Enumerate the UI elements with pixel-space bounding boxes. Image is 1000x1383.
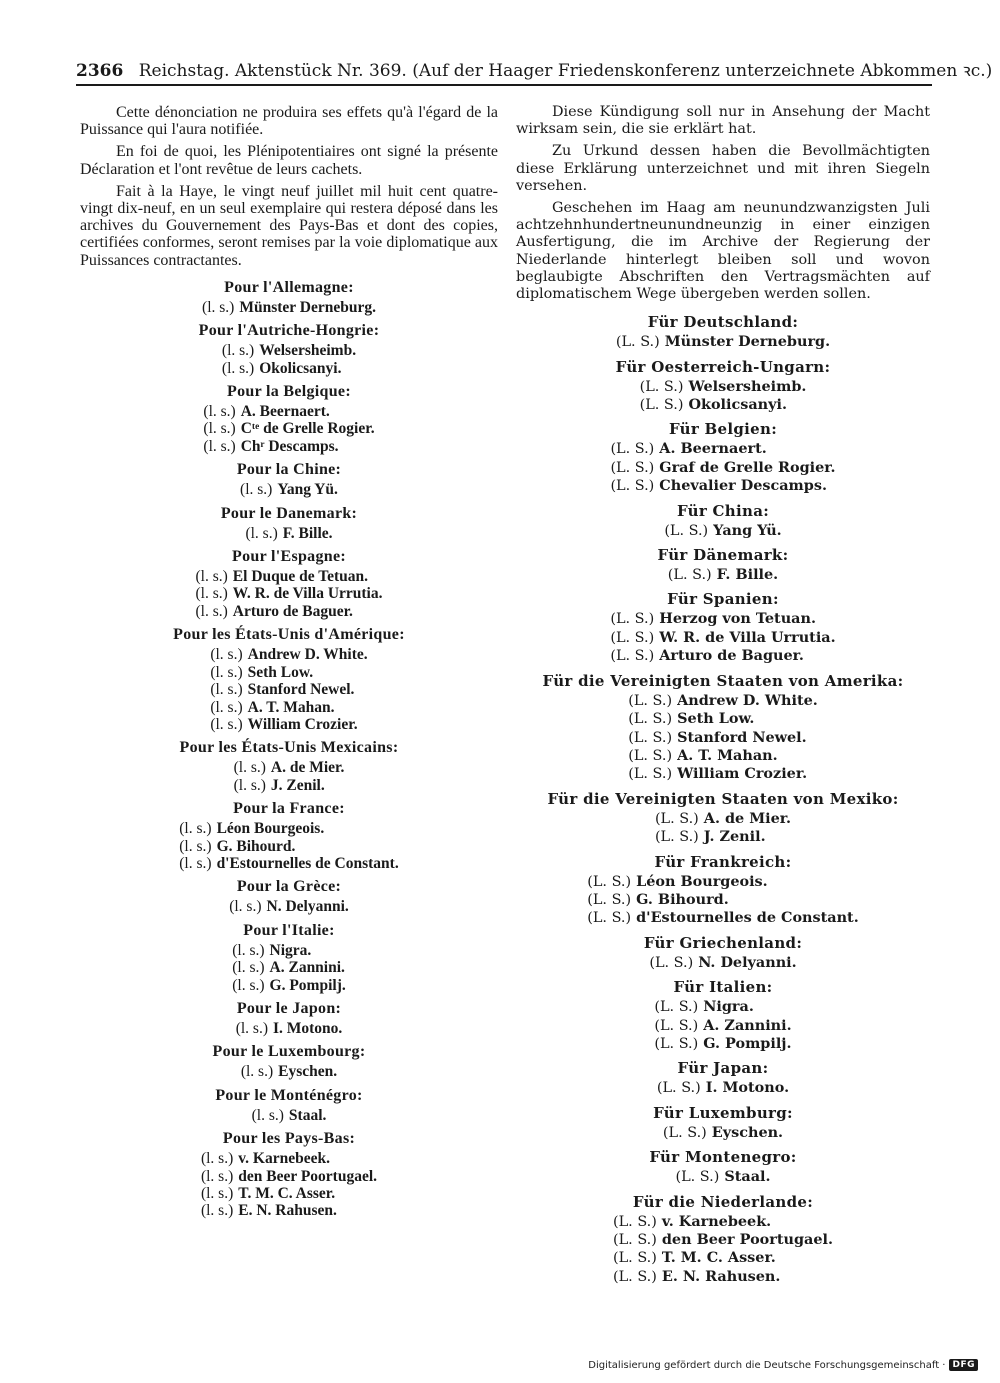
signer-name: Okolicsanyi. <box>688 396 787 414</box>
signer-name: A. Beernaert. <box>240 403 330 421</box>
country-heading: Für Japan: <box>677 1059 769 1078</box>
signer-name: F. Bille. <box>716 566 779 584</box>
signer-line <box>210 716 367 733</box>
signer-name: A. Beernaert. <box>659 440 767 458</box>
seal-mark: (l. s.) <box>195 585 228 603</box>
signer-name: Chʳ Descamps. <box>240 437 339 455</box>
signer-name: Chevalier Descamps. <box>659 477 827 495</box>
signer-line <box>229 898 349 915</box>
seal-mark: (L. S.) <box>656 1080 701 1097</box>
country-heading: Pour les États-Unis d'Amérique: <box>173 626 405 644</box>
running-header <box>76 58 993 81</box>
signer-name: Léon Bourgeois. <box>636 872 768 890</box>
signer-list <box>516 378 930 415</box>
signer-name: A. T. Mahan. <box>247 698 335 716</box>
signer-list <box>80 942 498 994</box>
signer-name: Welsersheimb. <box>259 342 357 360</box>
signers <box>610 610 835 665</box>
seal-mark: (L. S.) <box>654 999 699 1016</box>
signer-line <box>241 1063 337 1080</box>
german-column <box>516 104 930 1286</box>
signer-list <box>80 646 498 733</box>
signer-name: Okolicsanyi. <box>259 359 342 377</box>
signer-name: Staal. <box>288 1106 327 1124</box>
signer-line <box>236 1020 343 1037</box>
seal-mark: (l. s.) <box>210 681 243 699</box>
seal-mark: (l. s.) <box>202 298 235 316</box>
signers <box>236 1020 343 1037</box>
country-heading: Für Belgien: <box>668 420 778 439</box>
country-heading: Für Dänemark: <box>657 546 789 565</box>
country-heading: Pour l'Espagne: <box>232 548 346 566</box>
signer-line <box>657 1079 789 1097</box>
signers <box>203 403 374 455</box>
country-heading: Pour la Chine: <box>236 461 342 479</box>
country-heading: Pour la Belgique: <box>227 383 351 401</box>
seal-mark: (l. s.) <box>235 1019 268 1037</box>
signer-line <box>616 333 830 351</box>
seal-mark: (l. s.) <box>232 959 265 977</box>
seal-mark: (L. S.) <box>610 611 655 628</box>
signers <box>663 1124 783 1142</box>
signer-name: N. Delyanni. <box>266 898 349 916</box>
signer-name: Seth Low. <box>247 663 314 681</box>
seal-mark: (L. S.) <box>664 522 709 539</box>
signer-list <box>80 1150 498 1220</box>
seal-mark: (L. S.) <box>613 1268 657 1285</box>
signer-name: A. de Mier. <box>270 759 345 777</box>
seal-mark: (l. s.) <box>233 776 266 794</box>
seal-mark: (L. S.) <box>662 1124 707 1141</box>
seal-mark: (l. s.) <box>195 568 228 586</box>
signer-name: v. Karnebeek. <box>661 1212 772 1230</box>
country-heading: Pour le Danemark: <box>220 504 358 522</box>
signer-line <box>240 481 338 498</box>
signer-list <box>516 998 930 1053</box>
signers <box>201 1150 377 1220</box>
digitization-footer <box>588 1359 978 1371</box>
seal-mark: (L. S.) <box>610 648 655 665</box>
signer-line <box>610 610 835 628</box>
signers <box>179 820 398 872</box>
signer-line <box>179 855 398 872</box>
signer-name: A. Zannini. <box>269 959 345 977</box>
seal-mark: (L. S.) <box>628 747 673 764</box>
signer-name: G. Pompilj. <box>269 976 346 994</box>
signer-line <box>203 403 374 420</box>
signers <box>245 525 332 542</box>
seal-mark: (l. s.) <box>203 437 236 455</box>
footer-text: Digitalisierung gefördert durch die Deutsche Forschungsgemeinschaft · <box>588 1359 946 1371</box>
signer-name: A. de Mier. <box>703 809 792 827</box>
signer-line <box>664 522 781 540</box>
signers <box>649 954 796 972</box>
seal-mark: (L. S.) <box>613 1250 657 1267</box>
country-heading: Pour l'Italie: <box>243 921 335 939</box>
signer-line <box>210 699 367 716</box>
signer-line <box>252 1107 327 1124</box>
seal-mark: (l. s.) <box>232 976 265 994</box>
signers <box>252 1107 327 1124</box>
signer-line <box>628 729 818 747</box>
country-heading: Für Spanien: <box>667 590 779 609</box>
french-paragraph: Fait à la Haye, le vingt neuf juillet mil huit cent quatre-vingt dix-neuf, en un seul exemplaire qui restera déposé dans les archives du Gouvernement des Pays-Bas et dont des copies, certifiées conformes, seront remises par la voie diplomatique aux Puissances contractantes. <box>80 182 498 269</box>
signer-name: F. Bille. <box>282 524 333 542</box>
signer-name: Seth Low. <box>677 710 755 728</box>
signer-name: El Duque de Tetuan. <box>232 568 369 586</box>
signer-line <box>628 710 818 728</box>
signer-line <box>628 747 818 765</box>
seal-mark: (L. S.) <box>639 397 684 414</box>
signer-list <box>516 1213 930 1287</box>
signer-line <box>203 420 374 437</box>
seal-mark: (L. S.) <box>628 711 673 728</box>
signer-line <box>610 440 835 458</box>
signers <box>241 1063 337 1080</box>
signer-name: Cᵗᵉ de Grelle Rogier. <box>240 420 375 438</box>
country-heading: Pour les États-Unis Mexicains: <box>179 739 399 757</box>
signer-name: Arturo de Baguer. <box>232 602 353 620</box>
signer-line <box>655 810 791 828</box>
signer-line <box>663 1124 783 1142</box>
signer-line <box>587 891 858 909</box>
signers <box>616 333 830 351</box>
seal-mark: (l. s.) <box>240 481 273 499</box>
signer-name: Andrew D. White. <box>677 691 818 709</box>
signer-list <box>80 481 498 498</box>
signer-line <box>179 820 398 837</box>
signer-name: Yang Yü. <box>713 521 782 539</box>
signer-name: G. Pompilj. <box>703 1034 792 1052</box>
seal-mark: (L. S.) <box>654 810 699 827</box>
signer-name: Nigra. <box>269 941 312 959</box>
seal-mark: (L. S.) <box>654 1035 699 1052</box>
page-number: 2366 <box>76 61 124 81</box>
signers <box>234 759 345 794</box>
signer-name: I. Motono. <box>272 1019 343 1037</box>
signer-name: A. Zannini. <box>703 1016 792 1034</box>
signer-list <box>516 522 930 540</box>
signer-name: A. T. Mahan. <box>677 746 778 764</box>
country-heading: Für Montenegro: <box>649 1148 797 1167</box>
signer-line <box>613 1231 833 1249</box>
seal-mark: (L. S.) <box>587 873 632 890</box>
signers <box>229 898 349 915</box>
signer-line <box>649 954 796 972</box>
signer-list <box>80 1107 498 1124</box>
signer-list <box>516 954 930 972</box>
country-heading: Pour les Pays-Bas: <box>222 1130 356 1148</box>
dfg-logo-icon: DFG <box>949 1359 978 1371</box>
signer-line <box>628 765 818 783</box>
signer-list <box>516 810 930 847</box>
seal-mark: (l. s.) <box>210 646 243 664</box>
country-heading: Für die Vereinigten Staaten von Amerika: <box>542 671 904 690</box>
signer-name: Eyschen. <box>711 1123 784 1141</box>
signer-list <box>516 692 930 784</box>
signer-name: den Beer Poortugael. <box>238 1167 378 1185</box>
signer-name: Arturo de Baguer. <box>659 647 804 665</box>
signer-line <box>640 378 807 396</box>
seal-mark: (L. S.) <box>587 910 632 927</box>
signer-name: W. R. de Villa Urrutia. <box>232 585 383 603</box>
seal-mark: (l. s.) <box>210 663 243 681</box>
signers <box>655 810 791 847</box>
seal-mark: (l. s.) <box>251 1106 284 1124</box>
signers <box>675 1168 770 1186</box>
seal-mark: (l. s.) <box>233 759 266 777</box>
seal-mark: (l. s.) <box>203 420 236 438</box>
signer-list <box>80 403 498 455</box>
signer-name: E. N. Rahusen. <box>661 1267 781 1285</box>
seal-mark: (l. s.) <box>200 1202 234 1220</box>
signer-line <box>222 360 356 377</box>
header-rule <box>76 84 932 86</box>
header-title: Reichstag. Aktenstück Nr. 369. (Auf der Haager Friedenskonferenz unterzeichnete Abkommen ꝛc.) <box>138 61 993 81</box>
signer-list <box>516 566 930 584</box>
signer-name: Welsersheimb. <box>688 377 807 395</box>
signer-name: T. M. C. Asser. <box>661 1249 776 1267</box>
signers <box>222 342 356 377</box>
seal-mark: (L. S.) <box>654 1017 699 1034</box>
country-heading: Pour le Luxembourg: <box>212 1043 366 1061</box>
signer-list <box>80 1063 498 1080</box>
signers <box>664 522 781 540</box>
seal-mark: (l. s.) <box>240 1063 274 1081</box>
signer-line <box>203 438 374 455</box>
seal-mark: (l. s.) <box>179 820 212 838</box>
signer-line <box>210 681 367 698</box>
signers <box>210 646 367 733</box>
french-signatures <box>80 279 498 1220</box>
signer-name: T. M. C. Asser. <box>238 1185 336 1203</box>
country-heading: Für Luxemburg: <box>653 1103 793 1122</box>
signer-list <box>80 299 498 316</box>
signer-name: William Crozier. <box>247 715 358 733</box>
signer-name: Nigra. <box>703 998 754 1016</box>
signer-line <box>234 759 345 776</box>
signer-name: J. Zenil. <box>270 776 325 794</box>
country-heading: Für Italien: <box>673 978 773 997</box>
signer-name: den Beer Poortugael. <box>661 1231 833 1249</box>
seal-mark: (L. S.) <box>610 441 655 458</box>
signer-list <box>516 333 930 351</box>
seal-mark: (L. S.) <box>628 692 673 709</box>
signer-line <box>655 828 791 846</box>
signer-name: Stanford Newel. <box>247 681 355 699</box>
signers <box>202 299 376 316</box>
signer-line <box>210 646 367 663</box>
signer-name: Yang Yü. <box>277 481 338 499</box>
signer-line <box>640 396 807 414</box>
seal-mark: (l. s.) <box>203 403 236 421</box>
signer-list <box>80 759 498 794</box>
seal-mark: (L. S.) <box>587 891 632 908</box>
signer-line <box>222 342 356 359</box>
seal-mark: (L. S.) <box>628 729 673 746</box>
seal-mark: (L. S.) <box>654 829 699 846</box>
signers <box>668 566 778 584</box>
signer-line <box>201 1185 377 1202</box>
signers <box>232 942 346 994</box>
signer-line <box>201 1150 377 1167</box>
signer-name: J. Zenil. <box>703 828 766 846</box>
german-paragraph: Zu Urkund dessen haben die Bevollmächtigten diese Erklärung unterzeichnet und mit ihren Siegeln versehen. <box>516 143 930 194</box>
signer-list <box>516 1168 930 1186</box>
signer-name: Andrew D. White. <box>247 646 368 664</box>
signer-name: Graf de Grelle Rogier. <box>659 458 836 476</box>
signer-line <box>587 909 858 927</box>
country-heading: Für China: <box>676 501 770 520</box>
country-heading: Pour le Japon: <box>236 999 342 1017</box>
signer-line <box>654 998 791 1016</box>
country-heading: Pour l'Autriche-Hongrie: <box>198 322 380 340</box>
signer-name: Eyschen. <box>278 1063 338 1081</box>
german-paragraph: Diese Kündigung soll nur in Ansehung der Macht wirksam sein, die sie erklärt hat. <box>516 104 930 138</box>
signers <box>654 998 791 1053</box>
signer-line <box>232 977 346 994</box>
signer-list <box>80 568 498 620</box>
signer-line <box>675 1168 770 1186</box>
country-heading: Pour la Grèce: <box>236 878 342 896</box>
country-heading: Für die Vereinigten Staaten von Mexiko: <box>547 789 899 808</box>
seal-mark: (L. S.) <box>615 334 660 351</box>
seal-mark: (l. s.) <box>210 698 243 716</box>
country-heading: Für Oesterreich-Ungarn: <box>615 357 831 376</box>
signer-line <box>245 525 332 542</box>
signer-name: d'Estournelles de Constant. <box>216 854 399 872</box>
seal-mark: (l. s.) <box>221 342 255 360</box>
german-signatures <box>516 313 930 1286</box>
signers <box>240 481 338 498</box>
signer-line <box>610 477 835 495</box>
french-column <box>80 104 498 1220</box>
seal-mark: (L. S.) <box>613 1213 657 1230</box>
signer-line <box>610 459 835 477</box>
seal-mark: (l. s.) <box>195 602 228 620</box>
signers <box>196 568 383 620</box>
signer-list <box>80 898 498 915</box>
seal-mark: (L. S.) <box>613 1232 657 1249</box>
signer-list <box>80 525 498 542</box>
seal-mark: (L. S.) <box>675 1169 720 1186</box>
country-heading: Für die Niederlande: <box>632 1192 814 1211</box>
signer-list <box>80 1020 498 1037</box>
seal-mark: (l. s.) <box>221 359 255 377</box>
signer-list <box>80 820 498 872</box>
seal-mark: (L. S.) <box>639 378 684 395</box>
signer-line <box>196 603 383 620</box>
signer-line <box>196 568 383 585</box>
signer-name: W. R. de Villa Urrutia. <box>659 628 836 646</box>
signer-list <box>516 1124 930 1142</box>
signer-line <box>179 838 398 855</box>
french-paragraph: Cette dénonciation ne produira ses effets qu'à l'égard de la Puissance qui l'aura notifiée. <box>80 104 498 139</box>
signer-line <box>613 1213 833 1231</box>
signer-line <box>613 1268 833 1286</box>
country-heading: Pour l'Allemagne: <box>224 278 354 296</box>
country-heading: Pour la France: <box>233 800 345 818</box>
seal-mark: (l. s.) <box>229 898 262 916</box>
seal-mark: (L. S.) <box>667 567 712 584</box>
french-paragraph: En foi de quoi, les Plénipotentiaires ont signé la présente Déclaration et l'ont revêtue de leurs cachets. <box>80 143 498 178</box>
signers <box>610 440 835 495</box>
country-heading: Für Frankreich: <box>654 852 792 871</box>
signer-line <box>654 1017 791 1035</box>
seal-mark: (l. s.) <box>179 854 212 872</box>
country-heading: Pour le Monténégro: <box>215 1086 363 1104</box>
signers <box>628 692 818 784</box>
signers <box>613 1213 833 1287</box>
signer-name: v. Karnebeek. <box>238 1150 330 1168</box>
seal-mark: (L. S.) <box>610 459 655 476</box>
signers <box>587 873 858 928</box>
signer-line <box>654 1035 791 1053</box>
signer-name: E. N. Rahusen. <box>238 1202 337 1220</box>
seal-mark: (l. s.) <box>200 1167 234 1185</box>
signer-name: William Crozier. <box>677 765 808 783</box>
signer-line <box>202 299 376 316</box>
signer-list <box>516 873 930 928</box>
signer-list <box>516 1079 930 1097</box>
seal-mark: (l. s.) <box>179 837 212 855</box>
signers <box>657 1079 789 1097</box>
german-paragraph: Geschehen im Haag am neunundzwanzigsten Juli achtzehnhundertneunundneunzig in einer einzigen Ausfertigung, die im Archive der Regierung der Niederlande hinterlegt bleiben soll und wovon beglaubigte Abschriften den Vertragsmächten auf diplomatischem Wege übergeben werden sollen. <box>516 200 930 303</box>
seal-mark: (l. s.) <box>245 524 278 542</box>
seal-mark: (L. S.) <box>610 478 655 495</box>
signer-list <box>516 440 930 495</box>
signer-line <box>587 873 858 891</box>
signers <box>640 378 807 415</box>
country-heading: Für Deutschland: <box>647 313 799 332</box>
signer-line <box>232 959 346 976</box>
seal-mark: (L. S.) <box>649 954 694 971</box>
signer-line <box>668 566 778 584</box>
signer-name: G. Bihourd. <box>216 837 296 855</box>
signer-name: Léon Bourgeois. <box>216 820 325 838</box>
signer-line <box>610 629 835 647</box>
signer-line <box>201 1202 377 1219</box>
signer-name: d'Estournelles de Constant. <box>636 909 859 927</box>
signer-line <box>234 777 345 794</box>
seal-mark: (L. S.) <box>628 766 673 783</box>
signer-line <box>628 692 818 710</box>
signer-line <box>232 942 346 959</box>
signer-name: Herzog von Tetuan. <box>659 610 816 628</box>
signer-name: Staal. <box>724 1168 771 1186</box>
signer-name: N. Delyanni. <box>698 953 797 971</box>
seal-mark: (l. s.) <box>232 941 265 959</box>
signer-list <box>516 610 930 665</box>
signer-name: Münster Derneburg. <box>239 298 376 316</box>
signer-line <box>610 647 835 665</box>
seal-mark: (l. s.) <box>200 1150 234 1168</box>
seal-mark: (l. s.) <box>200 1185 234 1203</box>
signer-line <box>201 1168 377 1185</box>
signer-name: Stanford Newel. <box>677 728 807 746</box>
seal-mark: (L. S.) <box>610 629 655 646</box>
country-heading: Für Griechenland: <box>643 933 803 952</box>
signer-line <box>613 1249 833 1267</box>
signer-list <box>80 342 498 377</box>
signer-name: G. Bihourd. <box>636 890 729 908</box>
signer-name: I. Motono. <box>705 1079 790 1097</box>
seal-mark: (l. s.) <box>210 715 243 733</box>
signer-line <box>196 585 383 602</box>
signer-name: Münster Derneburg. <box>664 333 831 351</box>
signer-line <box>210 664 367 681</box>
